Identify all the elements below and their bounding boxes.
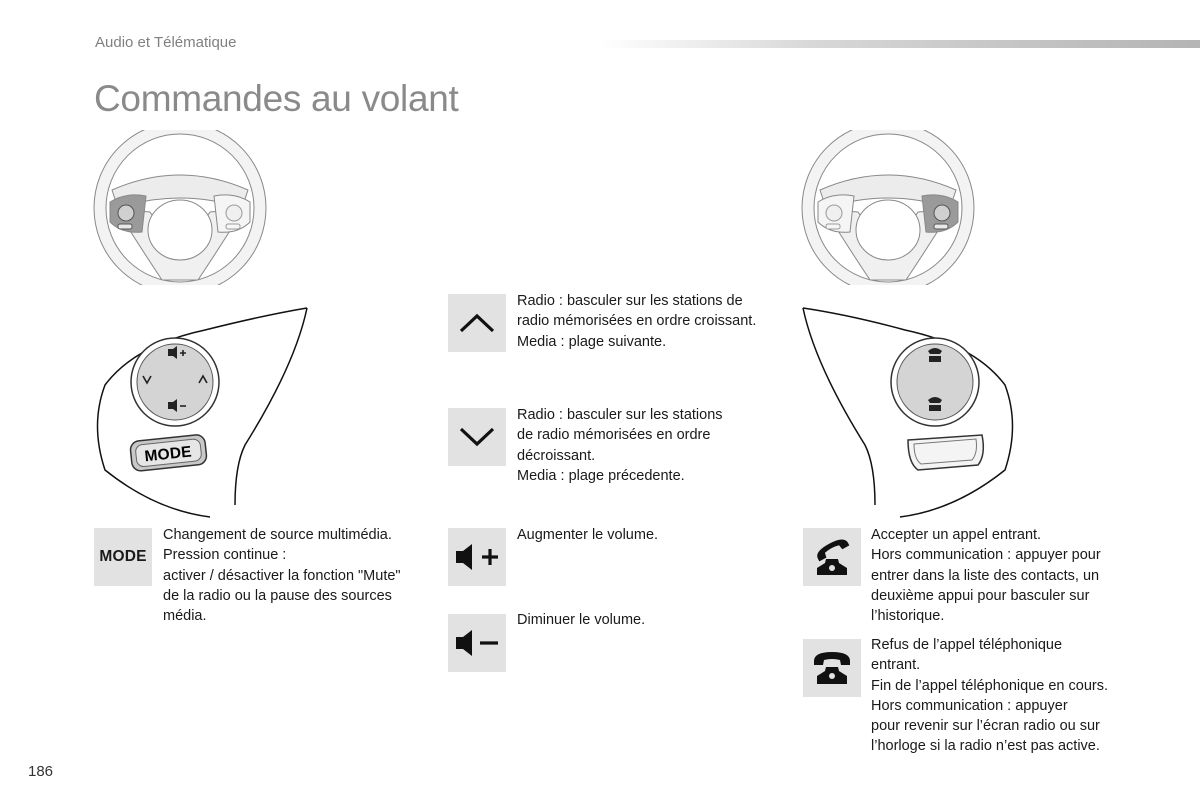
call-hangup-description: Refus de l’appel téléphonique entrant. Fin de l’appel téléphonique en cours. Hors communication : appuyer pour revenir sur l’écran radio ou sur l’horloge si la radio n’est pas active. bbox=[871, 637, 1108, 755]
volume-down-icon bbox=[452, 626, 502, 660]
mode-icon-box bbox=[94, 528, 152, 586]
volume-down-description: Diminuer le volume. bbox=[517, 612, 646, 628]
phone-hangup-icon bbox=[809, 648, 855, 688]
chevron-up-icon bbox=[457, 310, 497, 336]
volume-down-icon-box bbox=[448, 614, 506, 672]
call-accept-icon-box bbox=[803, 528, 861, 586]
call-accept-description: Accepter un appel entrant. Hors communication : appuyer pour entrer dans la liste des contacts, un deuxième appui pour basculer sur l’historique. bbox=[871, 527, 1101, 625]
chevron-down-icon bbox=[457, 424, 497, 450]
page-title: Commandes au volant bbox=[94, 78, 459, 119]
mode-description: Changement de source multimédia. Pression continue : activer / désactiver la fonction "Mute" de la radio ou la pause des sources média. bbox=[163, 527, 401, 625]
up-description: Radio : basculer sur les stations de radio mémorisées en ordre croissant. Media : plage suivante. bbox=[517, 293, 757, 350]
header-bar bbox=[600, 40, 1200, 48]
volume-up-icon bbox=[452, 540, 502, 574]
right-control-panel-illustration bbox=[800, 305, 1015, 520]
volume-up-description: Augmenter le volume. bbox=[517, 527, 659, 543]
down-description: Radio : basculer sur les stations de radio mémorisées en ordre décroissant. Media : plage précedente. bbox=[517, 407, 723, 484]
up-icon-box bbox=[448, 294, 506, 352]
phone-pickup-icon bbox=[809, 535, 855, 579]
volume-up-icon-box bbox=[448, 528, 506, 586]
steering-wheel-left-illustration bbox=[92, 130, 272, 285]
page-number: 186 bbox=[28, 763, 54, 780]
section-label: Audio et Télématique bbox=[95, 34, 237, 51]
steering-wheel-right-illustration bbox=[800, 130, 980, 285]
mode-button-label: MODE bbox=[143, 443, 193, 466]
mode-label-icon: MODE bbox=[99, 548, 147, 565]
down-icon-box bbox=[448, 408, 506, 466]
left-control-panel-illustration bbox=[95, 305, 310, 520]
call-hangup-icon-box bbox=[803, 639, 861, 697]
